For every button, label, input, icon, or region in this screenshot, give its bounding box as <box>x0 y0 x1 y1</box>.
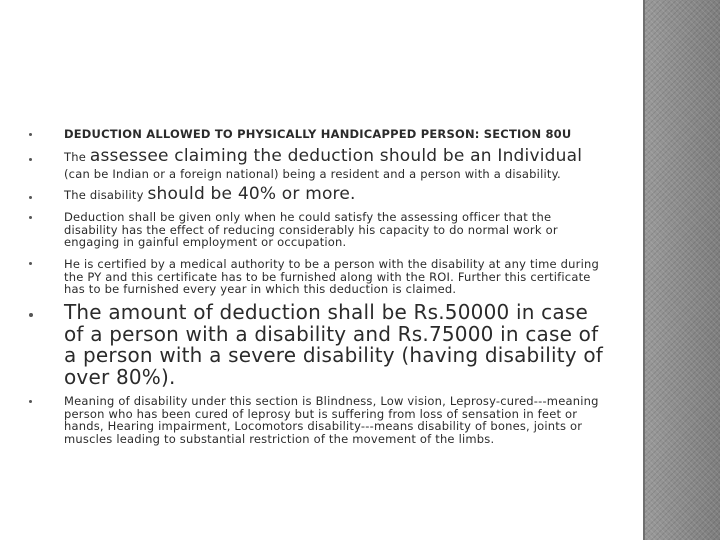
bullet-marker <box>29 313 33 317</box>
bullet-marker <box>29 262 32 265</box>
bullet-individual-lead: The <box>64 150 90 164</box>
bullet-deduction-amount: The amount of deduction shall be Rs.50000 in case of a person with a disability and Rs.75000 in case of a person with a severe disability (having disability of over 80%). <box>64 300 604 389</box>
bullet-marker <box>29 216 32 219</box>
bullet-marker <box>29 133 32 136</box>
bullet-disability-threshold <box>64 186 604 204</box>
bullet-individual <box>64 148 604 166</box>
slide-heading: DEDUCTION ALLOWED TO PHYSICALLY HANDICAPPED PERSON: SECTION 80U <box>64 127 572 141</box>
bullet-individual-note: (can be Indian or a foreign national) being a resident and a person with a disability. <box>64 167 561 181</box>
bullet-individual-main: assessee claiming the deduction should be an Individual <box>89 146 583 166</box>
bullet-threshold-lead: The disability <box>64 188 148 202</box>
bullet-assessing-officer: Deduction shall be given only when he could satisfy the assessing officer that the disability has the effect of reducing considerably his capacity to do normal work or engaging in gainful employment or occupation. <box>64 210 558 250</box>
bullet-marker <box>29 196 32 199</box>
decorative-side-panel <box>643 0 720 540</box>
bullet-marker <box>29 158 32 161</box>
bullet-disability-meaning: Meaning of disability under this section is Blindness, Low vision, Leprosy-cured---meaning person who has been cured of leprosy but is suffering from loss of sensation in feet or hands, Hearing impairment, Locomotors disability---means disability of bones, joints or muscles leading to substantial restriction of the movement of the limbs. <box>64 394 599 446</box>
bullet-medical-certificate: He is certified by a medical authority to be a person with the disability at any time during the PY and this certificate has to be furnished along with the ROI. Further this certificate has to be furnished every year in which this deduction is claimed. <box>64 257 599 297</box>
bullet-marker <box>29 400 32 403</box>
bullet-threshold-main: should be 40% or more. <box>147 184 356 204</box>
